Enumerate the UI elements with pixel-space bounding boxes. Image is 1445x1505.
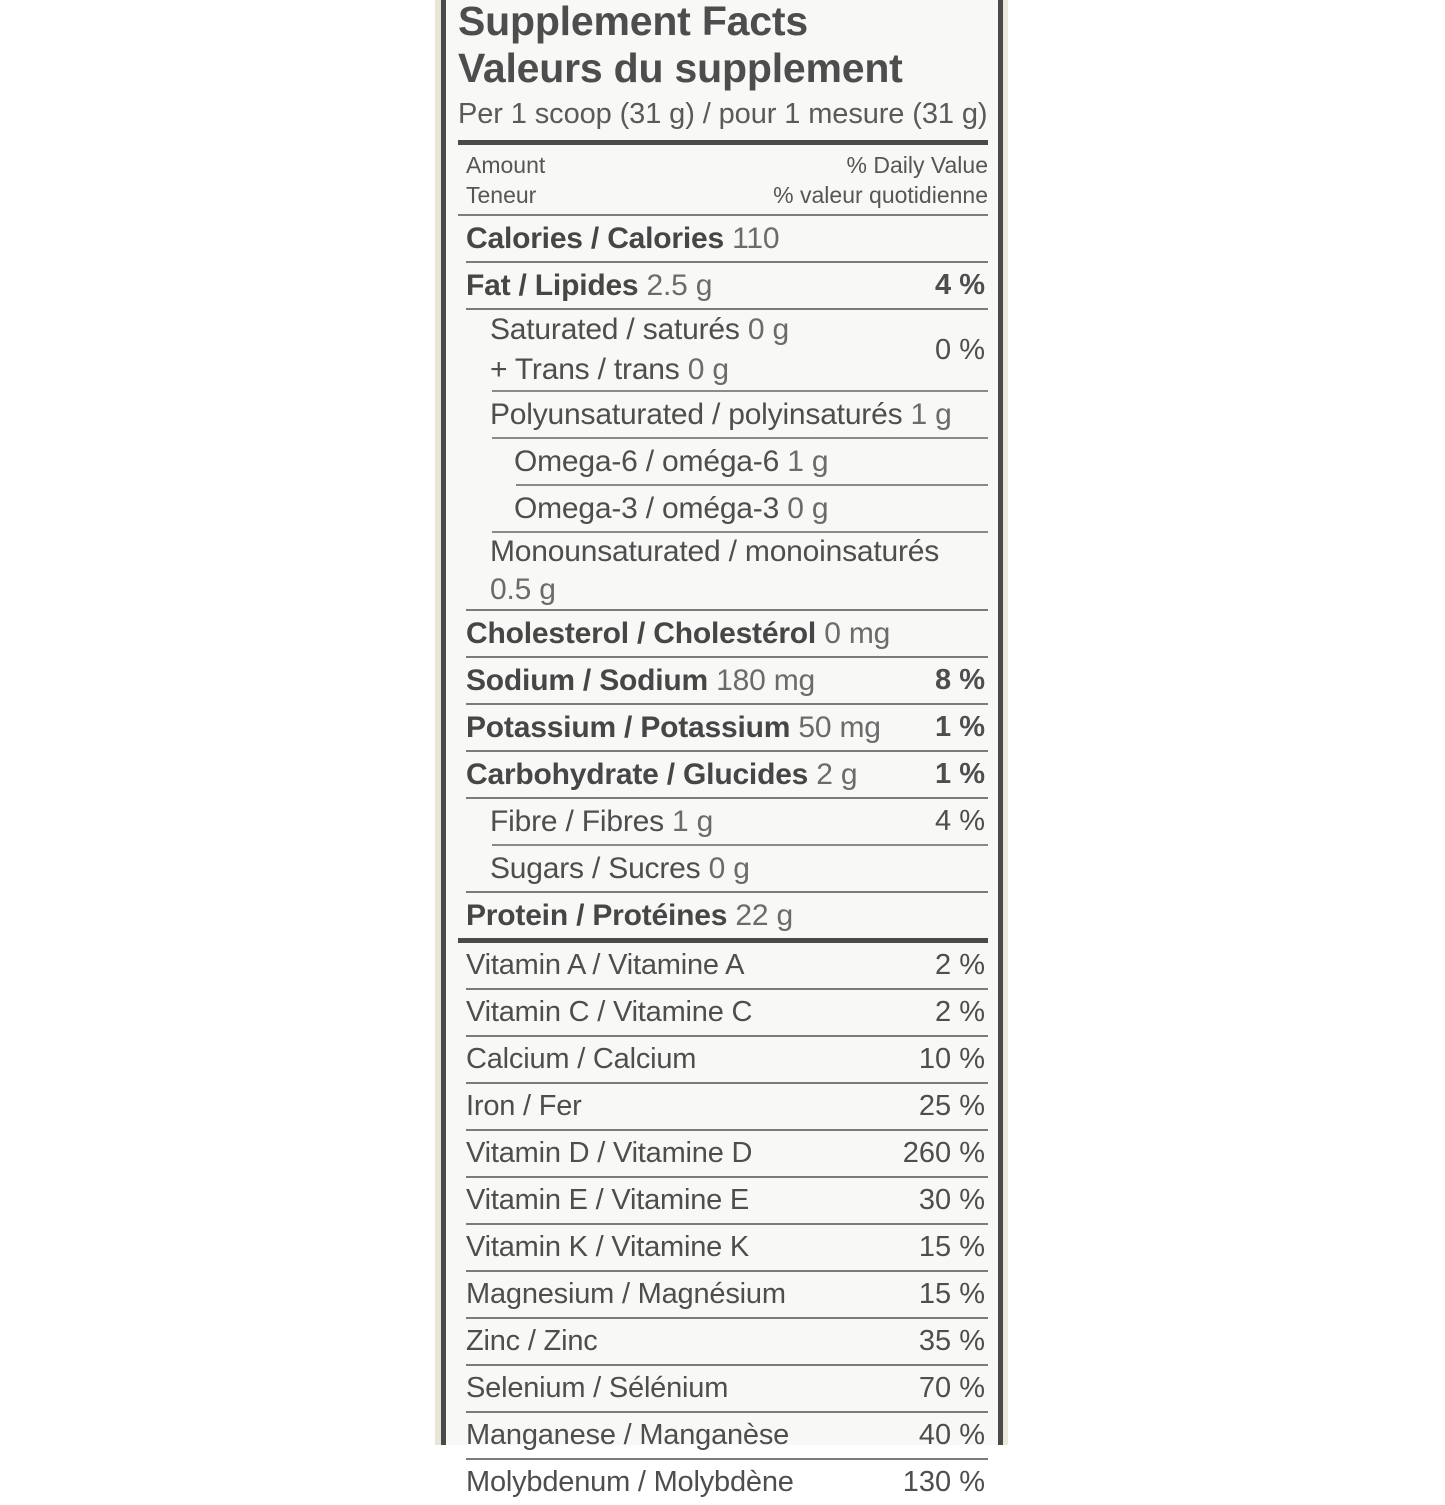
nutrient-row [458, 439, 988, 484]
nutrient-daily-value: 8 % [935, 664, 985, 696]
panel-title-english: Supplement Facts [458, 0, 808, 44]
nutrient-row [458, 752, 988, 797]
micronutrient-row [458, 1460, 988, 1505]
nutrient-label: Polyunsaturated / polyinsaturés 1 g [490, 397, 952, 431]
micronutrient-label: Manganese / Manganèse [466, 1419, 790, 1451]
micronutrient-daily-value: 25 % [918, 1090, 985, 1122]
nutrient-label: Monounsaturated / monoinsaturés 0.5 g [490, 535, 940, 606]
micronutrient-row [458, 1037, 988, 1082]
micronutrient-label: Vitamin C / Vitamine C [466, 996, 753, 1028]
micronutrient-row [458, 943, 988, 988]
micronutrient-daily-value: 30 % [918, 1184, 985, 1216]
micronutrient-daily-value: 2 % [935, 996, 985, 1028]
nutrient-daily-value: 1 % [935, 758, 985, 790]
nutrient-label: Fat / Lipides 2.5 g [466, 268, 713, 302]
column-header-row [458, 145, 988, 214]
column-header-amount [466, 150, 545, 210]
nutrient-label: Carbohydrate / Glucides 2 g [466, 757, 858, 791]
micronutrient-row [458, 1178, 988, 1223]
nutrient-label: Sugars / Sucres 0 g [490, 851, 750, 885]
nutrient-label: Saturated / saturés 0 g + Trans / trans 0 g [490, 313, 789, 386]
nutrient-list [458, 216, 988, 938]
nutrient-label: Omega-6 / oméga-6 1 g [514, 444, 829, 478]
nutrient-row [458, 893, 988, 938]
micronutrient-row [458, 1413, 988, 1458]
nutrient-row [458, 799, 988, 844]
nutrient-row [458, 310, 988, 390]
micronutrient-label: Calcium / Calcium [466, 1043, 697, 1075]
micronutrient-daily-value: 15 % [918, 1278, 985, 1310]
nutrient-row [458, 486, 988, 531]
column-header-amount-fr: Teneur [466, 182, 537, 208]
nutrient-label: Potassium / Potassium 50 mg [466, 710, 881, 744]
micronutrient-label: Vitamin A / Vitamine A [466, 949, 745, 981]
micronutrient-daily-value: 15 % [918, 1231, 985, 1263]
column-header-daily-value [773, 150, 988, 210]
nutrient-label: Omega-3 / oméga-3 0 g [514, 491, 829, 525]
micronutrient-row [458, 1084, 988, 1129]
nutrient-row [458, 263, 988, 308]
micronutrient-label: Vitamin D / Vitamine D [466, 1137, 753, 1169]
micronutrient-daily-value: 35 % [918, 1325, 985, 1357]
micronutrient-label: Iron / Fer [466, 1090, 582, 1122]
nutrient-row [458, 611, 988, 656]
micronutrient-daily-value: 70 % [918, 1372, 985, 1404]
nutrient-daily-value: 4 % [935, 805, 985, 837]
nutrient-label: Fibre / Fibres 1 g [490, 804, 714, 838]
micronutrient-daily-value: 10 % [918, 1043, 985, 1075]
column-header-dv-en: % Daily Value [846, 152, 988, 178]
nutrient-row [458, 216, 988, 261]
nutrient-label: Sodium / Sodium 180 mg [466, 663, 815, 697]
nutrient-row [458, 392, 988, 437]
micronutrient-list [458, 943, 988, 1505]
nutrient-daily-value: 4 % [935, 269, 985, 301]
nutrient-label: Calories / Calories 110 [466, 221, 780, 255]
nutrient-label: Cholesterol / Cholestérol 0 mg [466, 616, 891, 650]
micronutrient-label: Zinc / Zinc [466, 1325, 598, 1357]
micronutrient-row [458, 1272, 988, 1317]
column-header-amount-en: Amount [466, 152, 546, 178]
micronutrient-label: Vitamin E / Vitamine E [466, 1184, 750, 1216]
serving-size-text: Per 1 scoop (31 g) / pour 1 mesure (31 g) [458, 98, 988, 130]
nutrient-daily-value: 1 % [935, 711, 985, 743]
panel-title-french: Valeurs du supplement [458, 45, 903, 91]
panel-right-edge-strip [1003, 0, 1008, 1445]
micronutrient-daily-value: 40 % [918, 1419, 985, 1451]
micronutrient-row [458, 1319, 988, 1364]
micronutrient-row [458, 1225, 988, 1270]
nutrient-row [458, 705, 988, 750]
column-header-dv-fr: % valeur quotidienne [773, 182, 988, 208]
micronutrient-row [458, 1131, 988, 1176]
micronutrient-row [458, 1366, 988, 1411]
nutrient-label: Protein / Protéines 22 g [466, 898, 793, 932]
nutrient-daily-value: 0 % [935, 333, 985, 366]
micronutrient-label: Selenium / Sélénium [466, 1372, 729, 1404]
nutrient-row [458, 846, 988, 891]
micronutrient-label: Vitamin K / Vitamine K [466, 1231, 750, 1263]
nutrient-row [458, 658, 988, 703]
micronutrient-row [458, 990, 988, 1035]
supplement-facts-panel [441, 0, 1003, 1498]
micronutrient-label: Magnesium / Magnésium [466, 1278, 786, 1310]
micronutrient-daily-value: 2 % [935, 949, 985, 981]
panel-inner [458, 0, 988, 1505]
micronutrient-label: Molybdenum / Molybdène [466, 1466, 794, 1498]
micronutrient-daily-value: 260 % [902, 1137, 985, 1169]
nutrient-row [458, 533, 988, 609]
micronutrient-daily-value: 130 % [902, 1466, 985, 1498]
